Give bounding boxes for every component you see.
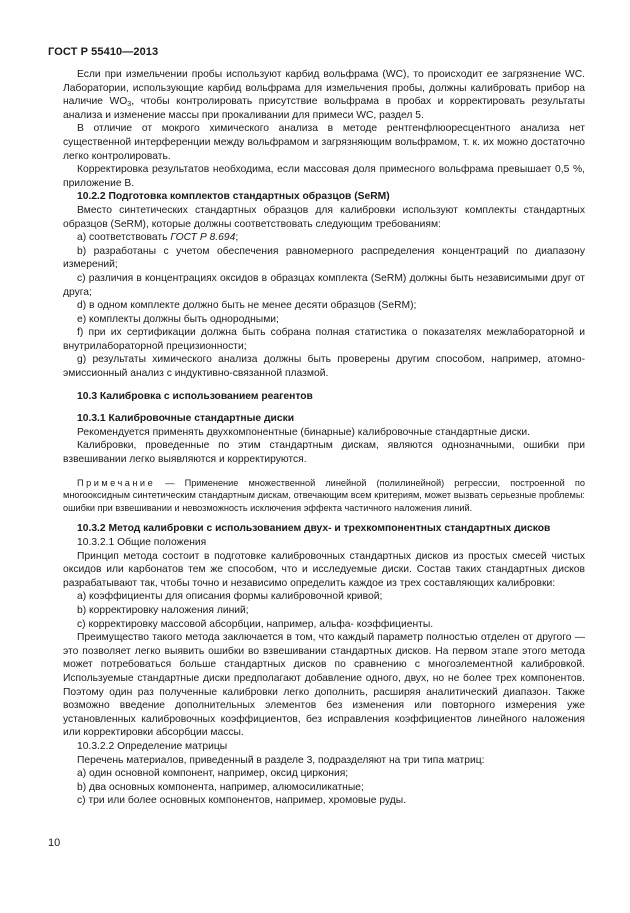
list-item: g) результаты химического анализа должны быть проверены другим способом, например, атомно-эмиссионный анализ с индуктивно-связанной плазмой. (63, 354, 585, 380)
note: Примечание — Применение множественной линейной (полилинейной) регрессии, построенной по многооксидным синтетическим стандартным дискам, отвечающим всем критериям, может вызвать серьезные проблемы: ошибки при взвешивании и невозможность исключения эффекта частичного наложения линий. (63, 477, 585, 513)
list-item: c) различия в концентрациях оксидов в образцах комплекта (SeRM) должны быть независимыми друг от друга; (63, 272, 585, 298)
section-heading-10-3-2: 10.3.2 Метод калибровки с использованием двух- и трехкомпонентных стандартных дисков (77, 523, 551, 535)
paragraph: Принцип метода состоит в подготовке калибровочных стандартных дисков из простых смесей чистых оксидов или карбонатов тем же способом, что и исследуемые диски. Состав таких стандартных дисков разрабатывают так, чтобы точно и независимо определить каждое из трех составляющих калибровки: (63, 550, 585, 589)
paragraph: Если при измельчении пробы используют карбид вольфрама (WC), то происходит ее загрязнение WC. Лаборатории, использующие карбид вольфрама для измельчения пробы, должны калибровать прибор на наличие $WO_3$, чтобы контролировать присутствие вольфрама в пробах и корректировать результаты анализа и изменение массы при прокаливании для примеси WC, раздел 5. (63, 69, 585, 121)
list-item: а) коэффициенты для описания формы калибровочной кривой; (77, 591, 383, 603)
list-item: d) в одном комплекте должно быть не менее десяти образцов (SeRM); (77, 300, 417, 312)
list-item: c) три или более основных компонентов, например, хромовые руды. (77, 795, 407, 807)
section-heading-10-2-2: 10.2.2 Подготовка комплектов стандартных образцов (SeRM) (77, 191, 390, 203)
paragraph: Перечень материалов, приведенный в разделе 3, подразделяют на три типа матриц: (77, 754, 485, 766)
list-item: c) корректировку массовой абсорбции, например, альфа- коэффициенты. (77, 618, 434, 630)
page-body (63, 68, 585, 808)
list-item: а) один основной компонент, например, оксид циркония; (77, 768, 349, 780)
list-item: b) разработаны с учетом обеспечения равномерного распределения концентраций по диапазону измерений; (63, 245, 585, 271)
list-item: f) при их сертификации должна быть собрана полная статистика о показателях межлабораторной и внутрилабораторной прецизионности; (63, 327, 585, 352)
section-heading-10-3: 10.3 Калибровка с использованием реагентов (77, 390, 313, 402)
paragraph: Калибровки, проведенные по этим стандартным дискам, являются однозначными, ошибки при взвешивании легко выявляются и корректируются. (63, 440, 585, 466)
paragraph: Вместо синтетических стандартных образцов для калибровки используют комплекты стандартных образцов (SeRM), которые должны соответствовать следующим требованиям: (63, 204, 585, 230)
page-number: 10 (48, 837, 61, 849)
section-heading-10-3-1: 10.3.1 Калибровочные стандартные диски (77, 413, 295, 425)
list-item: b) корректировку наложения линий; (77, 604, 249, 616)
list-item: e) комплекты должны быть однородными; (77, 313, 279, 325)
subsection-heading: 10.3.2.2 Определение матрицы (77, 740, 228, 752)
paragraph: В отличие от мокрого химического анализа в методе рентгенфлюоресцентного анализа нет существенной интерференции между вольфрамом и загрязняющим вольфрамом, т. к. их можно достаточно легко контролировать. (63, 123, 585, 162)
subsection-heading: 10.3.2.1 Общие положения (77, 537, 207, 548)
standard-reference: ГОСТ Р 8.694 (170, 232, 236, 244)
page-header: ГОСТ Р 55410—2013 (48, 46, 159, 58)
paragraph: Преимущество такого метода заключается в том, что каждый параметр полностью отделен от другого — это позволяет легко выявить ошибки во взвешивании стандартных дисков. На первом этапе этого метода может потребоваться больше стандартных дисков по сравнению с многоэлементной калибровкой. Используемые стандартные диски предполагают добавление одного, двух, но не более трех компонентов. Поэтому один раз полученные калибровки легко дополнить, расширяя аналитический диапазон. Также возможно введение дополнительных элементов без изменения или повторного измерения уже установленных калибровочных коэффициентов, без исправления коэффициентов линейного наложения или корректировки абсорбции массы. (63, 632, 585, 739)
paragraph: Корректировка результатов необходима, если массовая доля примесного вольфрама превышает 0,5 %, приложение В. (63, 164, 585, 189)
list-item: b) два основных компонента, например, алюмосиликатные; (77, 781, 364, 793)
paragraph: Рекомендуется применять двухкомпонентные (бинарные) калибровочные стандартные диски. (77, 426, 531, 438)
list-item: а) соответствовать ГОСТ Р 8.694; (77, 232, 239, 244)
note-label: Примечание (77, 477, 156, 488)
